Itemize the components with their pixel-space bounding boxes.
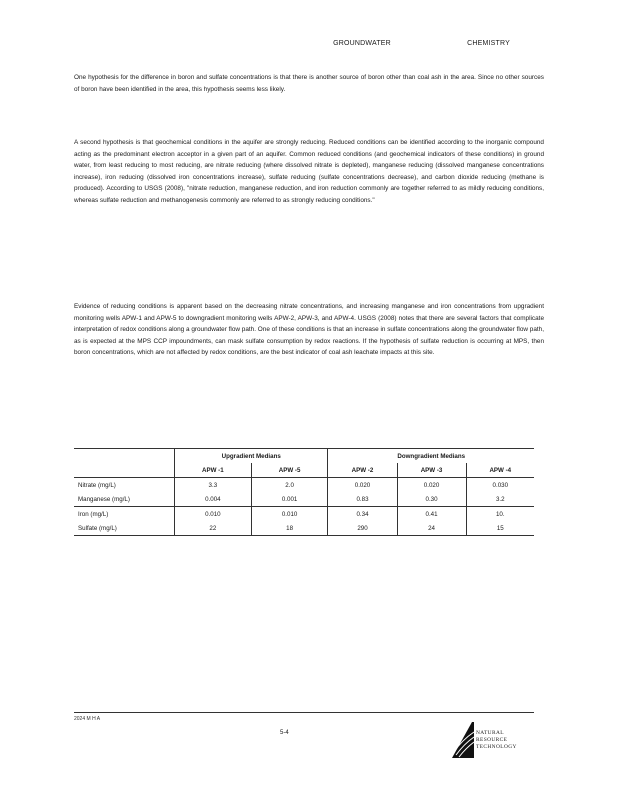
- header-chemistry: CHEMISTRY: [467, 40, 510, 47]
- well-header: APW -3: [397, 463, 466, 478]
- paragraph-2-text: A second hypothesis is that geochemical conditions in the aquifer are strongly reducing. Reduced conditions can be identified according to the inorganic compound acting as the predominant electron acceptor in a given part of an aquifer. Common reduced conditions (and geochemical indicators of these conditions) in ground water, from least reducing to most reducing, are nitrate reducing (where dissolved nitrate is depleted), manganese reducing (dissolved manganese concentrations increase), iron reducing (dissolved iron concentrations increase), sulfate reducing (sulfate concentrations decrease), and carbon dioxide reducing (methane is produced). According to USGS (2008), "nitrate reduction, manganese reduction, and iron reduction commonly are together referred to as mildly reducing conditions, whereas sulfate reduction and methanogenesis commonly are referred to as strongly reducing conditions.": [74, 139, 544, 204]
- table-cell: 0.30: [397, 492, 466, 507]
- footer-left-text: 2024 M H A: [74, 716, 101, 722]
- table-group-header-row: [74, 449, 534, 464]
- table-cell: 0.34: [328, 507, 397, 522]
- paragraph-3-text: Evidence of reducing conditions is apparent based on the decreasing nitrate concentrations, and increasing manganese and iron concentrations from upgradient monitoring wells APW-1 and APW-5 to downgradient monitoring wells APW-2, APW-3, and APW-4. USGS (2008) notes that there are several factors that complicate interpretation of redox conditions along a groundwater flow path. One of these conditions is that an increase in sulfate concentrations along the groundwater flow path, as is expected at the MPS CCP impoundments, can mask sulfate consumption by redox reactions. If the hypothesis of sulfate reduction is occurring at MPS, then boron concentrations, which are not affected by redox conditions, are the best indicator of coal ash leachate impacts at this site.: [74, 303, 544, 357]
- table-cell: 24: [397, 521, 466, 536]
- well-header: APW -4: [466, 463, 534, 478]
- well-header: APW -1: [175, 463, 252, 478]
- row-label: Sulfate (mg/L): [74, 521, 175, 536]
- logo-line: NATURAL: [476, 730, 504, 736]
- table-cell: 15: [466, 521, 534, 536]
- table-cell: 290: [328, 521, 397, 536]
- table-row: [74, 478, 534, 493]
- well-header: APW -2: [328, 463, 397, 478]
- well-header: APW -5: [251, 463, 328, 478]
- table-cell: 0.41: [397, 507, 466, 522]
- table-cell: 0.004: [175, 492, 252, 507]
- table-cell: 0.83: [328, 492, 397, 507]
- upgradient-medians-header: Upgradient Medians: [175, 449, 328, 464]
- table-row: [74, 507, 534, 522]
- running-header: [325, 40, 510, 47]
- table-cell: 22: [175, 521, 252, 536]
- table-cell: 0.020: [397, 478, 466, 493]
- paragraph-3: [74, 301, 544, 359]
- table-cell: 0.001: [251, 492, 328, 507]
- table-cell: 2.0: [251, 478, 328, 493]
- table-cell: 18: [251, 521, 328, 536]
- table-well-header-row: [74, 463, 534, 478]
- footer-rule: [74, 712, 534, 713]
- medians-table: [74, 448, 534, 536]
- row-label: Iron (mg/L): [78, 510, 109, 518]
- table-cell: 3.3: [175, 478, 252, 493]
- page-number: 5-4: [280, 730, 289, 736]
- table-row: [74, 521, 534, 536]
- row-label: Manganese (mg/L): [74, 492, 175, 507]
- row-label: Nitrate (mg/L): [78, 481, 116, 489]
- table-cell: 0.010: [251, 507, 328, 522]
- paragraph-2: [74, 137, 544, 207]
- table-cell: 0.010: [175, 507, 252, 522]
- table-cell: 3.2: [466, 492, 534, 507]
- paragraph-1: [74, 72, 544, 95]
- logo-line: TECHNOLOGY: [476, 744, 517, 750]
- header-groundwater: GROUNDWATER: [333, 40, 391, 47]
- table-cell: 10.: [466, 507, 534, 522]
- table-cell: 0.030: [466, 478, 534, 493]
- paragraph-1-text: One hypothesis for the difference in boron and sulfate concentrations is that there is another source of boron other than coal ash in the area. Since no other sources of boron have been identified in the area, this hypothesis seems less likely.: [74, 74, 544, 93]
- logo-wordmark: [476, 730, 517, 751]
- downgradient-medians-header: Downgradient Medians: [328, 449, 534, 464]
- logo-line: RESOURCE: [476, 737, 508, 743]
- table-cell: 0.020: [328, 478, 397, 493]
- table-row: [74, 492, 534, 507]
